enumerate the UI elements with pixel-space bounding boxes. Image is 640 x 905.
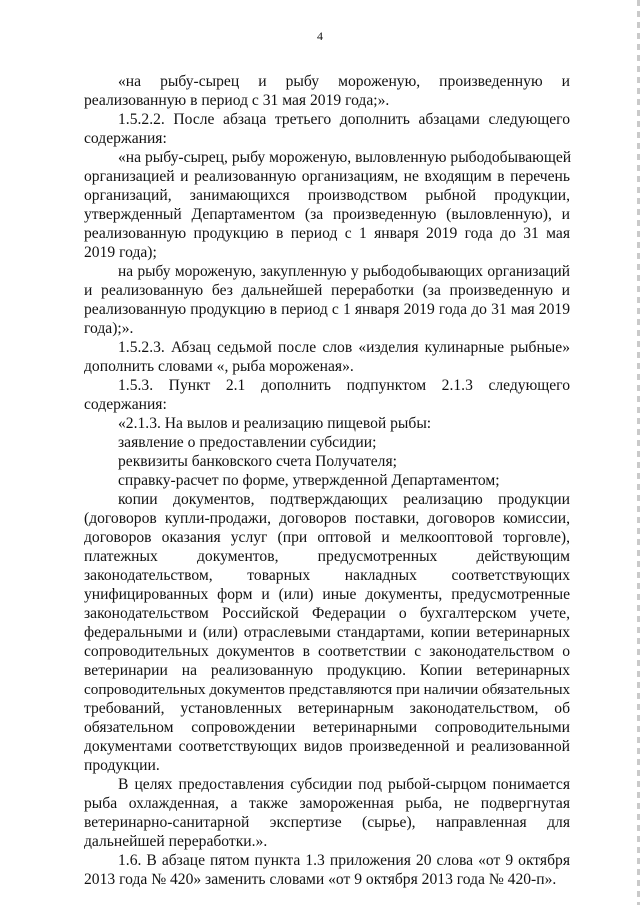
text-line: обязательном сопровождении ветеринарными сопроводительными	[84, 719, 570, 736]
text-line: документами соответствующих видов произведенной и реализованной	[84, 738, 570, 755]
text-line: ветеринарии на реализованную продукцию. Копии ветеринарных	[84, 662, 570, 679]
text-line: дополнить словами «, рыба мороженая».	[84, 358, 354, 375]
text-line: договоров оказания услуг (при оптовой и мелкооптовой торговле),	[84, 529, 570, 546]
text-line: реализованную продукцию в период с 1 января 2019 года до 31 мая	[84, 225, 570, 242]
text-line: на рыбу мороженую, закупленную у рыбодобывающих организаций	[118, 263, 570, 280]
text-line: 1.5.3. Пункт 2.1 дополнить подпунктом 2.1.3 следующего	[118, 377, 570, 394]
text-line: законодательством Российской Федерации о бухгалтерском учете,	[84, 605, 570, 622]
text-line: законодательством, товарных накладных соответствующих	[84, 567, 570, 584]
text-line: федеральными и (или) отраслевыми стандартами, копии ветеринарных	[84, 624, 570, 641]
text-line: платежных документов, предусмотренных действующим	[84, 548, 570, 565]
text-line: содержания:	[84, 130, 167, 147]
text-line: 2013 года № 420» заменить словами «от 9 октября 2013 года № 420-п».	[84, 871, 557, 888]
text-line: и реализованную без дальнейшей переработки (за произведенную и	[84, 282, 570, 299]
text-line: «на рыбу-сырец и рыбу мороженую, произведенную и	[118, 73, 570, 90]
text-line: сопроводительных документов в соответствии с законодательством о	[84, 643, 570, 660]
text-line: 1.6. В абзаце пятом пункта 1.3 приложения 20 слова «от 9 октября	[118, 852, 570, 869]
text-line: 1.5.2.2. После абзаца третьего дополнить абзацами следующего	[118, 111, 570, 128]
text-line: копии документов, подтверждающих реализацию продукции	[118, 491, 570, 508]
text-line: «2.1.3. На вылов и реализацию пищевой рыбы:	[118, 415, 432, 432]
text-line: В целях предоставления субсидии под рыбой-сырцом понимается	[118, 776, 570, 793]
text-line: утвержденный Департаментом (за произведенную (выловленную), и	[84, 206, 570, 223]
text-line: заявление о предоставлении субсидии;	[118, 434, 377, 451]
text-line: ветеринарно-санитарной экспертизе (сырье), направленная для	[84, 814, 570, 831]
text-line: 1.5.2.3. Абзац седьмой после слов «изделия кулинарные рыбные»	[118, 339, 570, 356]
text-line: продукции.	[84, 757, 160, 774]
text-line: года);».	[84, 320, 134, 337]
text-line: реализованную продукцию в период с 1 января 2019 года до 31 мая 2019	[84, 301, 570, 318]
page-number: 4	[317, 29, 323, 43]
text-line: унифицированных форм и (или) иные документы, предусмотренные	[84, 586, 570, 603]
text-line: справку-расчет по форме, утвержденной Департаментом;	[118, 472, 500, 489]
text-line: требований, установленных ветеринарным законодательством, об	[84, 700, 570, 717]
text-line: сопроводительных документов представляются при наличии обязательных	[84, 681, 571, 698]
text-line: содержания:	[84, 396, 167, 413]
text-line: дальнейшей переработки.».	[84, 833, 268, 850]
text-line: 2019 года);	[84, 244, 157, 261]
text-line: организаций, занимающихся производством рыбной продукции,	[84, 187, 570, 204]
text-line: рыба охлажденная, а также замороженная рыба, не подвергнутая	[84, 795, 570, 812]
text-line: (договоров купли-продажи, договоров поставки, договоров комиссии,	[84, 510, 570, 527]
text-line: «на рыбу-сырец, рыбу мороженую, выловленную рыбодобывающей	[118, 149, 572, 166]
text-line: реквизиты банковского счета Получателя;	[118, 453, 397, 470]
text-line: организацией и реализованную организациям, не входящим в перечень	[84, 168, 570, 185]
text-line: реализованную в период с 31 мая 2019 года;».	[84, 92, 390, 109]
